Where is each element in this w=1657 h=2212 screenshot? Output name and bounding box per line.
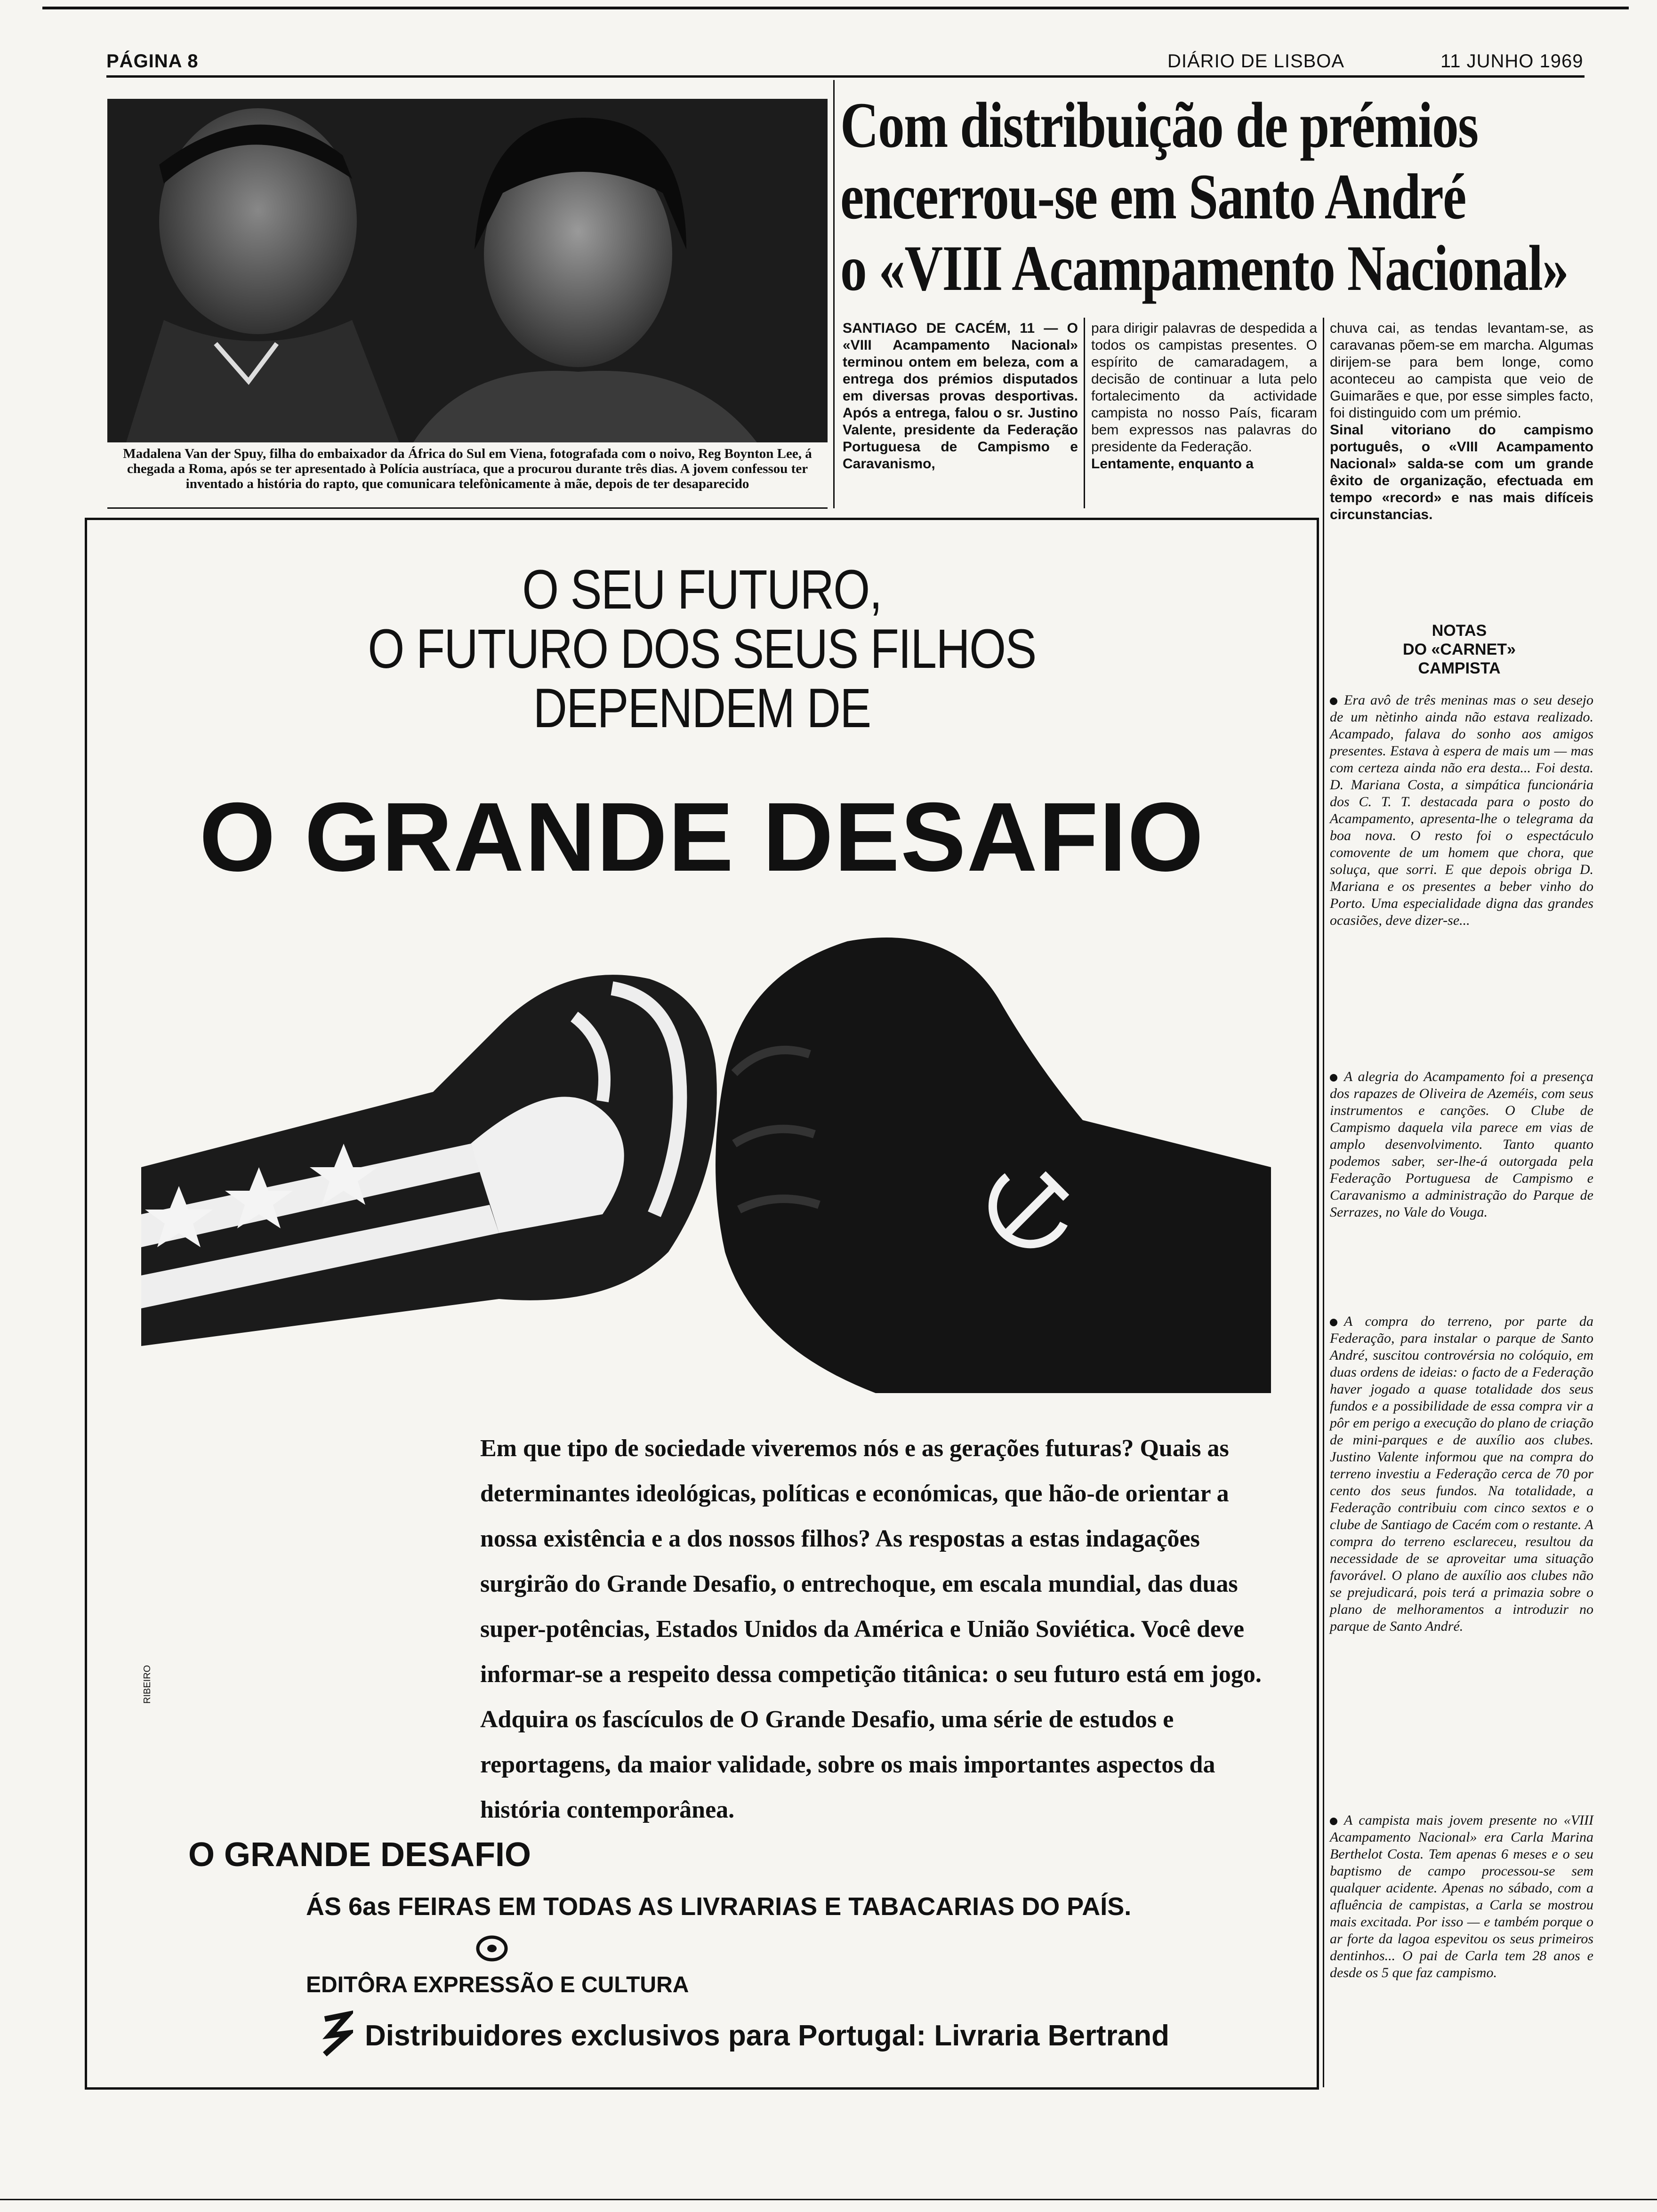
headline-line: o «VIII Acampamento Nacional» (840, 232, 1569, 304)
note-text: A campista mais jovem presente no «VIII Acampamento Nacional» era Carla Marina Berthelot Costa. Tem apenas 6 meses e o seu baptismo de campo processou-se sem qualquer acidente. Apenas no sábado, com a afluência de campistas, a Carla se mostrou mais excitada. Por isso — e também porque o ar forte da lagoa espevitou os seus primeiros dentinhos... O pai de Carla tem 28 anos e desde os 5 que faz campismo. (1330, 1812, 1593, 1980)
note-text: Era avô de três meninas mas o seu desejo de um nètinho ainda não estava realizado. Acampado, falava do sonho aos amigos presentes. Estava à espera de mais um — mas com certeza ainda não era desta... Foi desta. D. Mariana Costa, a simpática funcionária dos C. T. T. destacada para o posto do Acampamento, apresenta-lhe o telegrama da boa nova. O resto foi o espectáculo comovente de um homem que chora, que soluça, que sorri. E que depois obriga D. Mariana e os presentes a beber vinho do Porto. Uma especialidade digna das grandes ocasiões, deve dizer-se... (1330, 692, 1593, 928)
notes-title-line: NOTAS (1432, 622, 1487, 640)
fists-illustration (141, 922, 1271, 1393)
ad-bottom-title: O GRANDE DESAFIO (188, 1836, 531, 1874)
ad-credit: RIBEIRO (142, 1665, 153, 1704)
header-rule (106, 75, 1585, 78)
article-column-3-text: chuva cai, as tendas levantam-se, as caravanas põem-se em marcha. Algumas dirijem-se para bem longe, como aconteceu ao campista que veio de Guimarães e que, por esse simples facto, foi distinguido com um prémio. (1330, 321, 1593, 421)
note-item (1330, 692, 1593, 929)
photo-caption: Madalena Van der Spuy, filha do embaixador da África do Sul em Viena, fotografada com o noivo, Reg Boynton Lee, á chegada a Roma, após se ter apresentado à Polícia austríaca, que a procurou durante três dias. A jovem confessou ter inventado a história do rapto, que comunicara telefònicamente à mãe, depois de ter desaparecido (123, 446, 812, 491)
ad-title-line: O SEU FUTURO, (522, 559, 882, 621)
bullet-icon (1330, 1074, 1337, 1082)
news-photo (107, 99, 828, 442)
issue-date: 11 JUNHO 1969 (1440, 51, 1584, 72)
ad-title-line: O FUTURO DOS SEUS FILHOS (368, 618, 1036, 680)
note-text: A alegria do Acampamento foi a presença dos rapazes de Oliveira de Azeméis, com seus instrumentos e canções. O Clube de Campismo daquela vila parece em vias de amplo desenvolvimento. Tanto quanto podemos saber, ser-lhe-á outorgada pela Federação Portuguesa de Campismo e Caravanismo a administração do Parque de Serrazes, no Vale do Vouga. (1330, 1069, 1593, 1220)
top-border (42, 7, 1629, 9)
column-rule-1 (833, 80, 835, 508)
ad-headline: O GRANDE DESAFIO (199, 783, 1205, 892)
note-item (1330, 1068, 1593, 1221)
note-item (1330, 1812, 1593, 1981)
caption-rule (107, 507, 828, 509)
soviet-fist (716, 938, 1271, 1393)
article-column-2-end: Lentamente, enquanto a (1091, 456, 1254, 472)
note-text: A compra do terreno, por parte da Federação, para instalar o parque de Santo André, suscitou controvérsia no colóquio, em duas ordens de ideias: o facto de a Federação haver jogado a quase totalidade dos seus fundos e a possibilidade de essa compra vir a pôr em perigo a execução do plano de criação de mini-parques e de auxílio aos clubes. Justino Valente informou que na compra do terreno investiu a Federação cerca de 70 por cento dos seus fundos. Na totalidade, a Federação contribuiu com cinco sextos e o clube de Santiago de Cacém com o restante. A compra do terreno esclareceu, resultou da necessidade de se aproveitar uma situação favorável. O plano de auxílio aos clubes não se prejudicará, pois terá a primazia sobre o plano de melhoramentos a introduzir no parque de Santo André. (1330, 1314, 1593, 1634)
article-column-3-paragraph: Sinal vitoriano do campismo português, o «VIII Acampamento Nacional» salda-se com um grande êxito de organização, efectuada em tempo «record» e nas mais difíceis circunstancias. (1330, 422, 1593, 522)
article-headline (840, 89, 1569, 304)
bullet-icon (1330, 1319, 1337, 1326)
headline-line: Com distribuição de prémios (840, 89, 1478, 161)
notes-title (1332, 621, 1586, 678)
ad-title-line: DEPENDEM DE (533, 677, 871, 739)
article-column-2 (1091, 320, 1317, 473)
publisher-logo-icon (475, 1934, 508, 1963)
column-rule-3 (1323, 318, 1324, 2087)
bottom-border (0, 2199, 1657, 2200)
notes-title-line: CAMPISTA (1418, 659, 1501, 677)
couple-photo-illustration (107, 99, 828, 442)
bertrand-logo-icon (320, 2010, 353, 2057)
newspaper-name: DIÁRIO DE LISBOA (1167, 51, 1345, 72)
bullet-icon (1330, 1818, 1337, 1825)
ad-schedule: ÁS 6as FEIRAS EM TODAS AS LIVRARIAS E TABACARIAS DO PAÍS. (306, 1892, 1132, 1921)
article-column-3 (1330, 320, 1593, 523)
notes-title-line: DO «CARNET» (1403, 641, 1516, 658)
article-column-2-text: para dirigir palavras de despedida a todos os campistas presentes. O espírito de camaradagem, a decisão de continuar a luta pelo fortalecimento da actividade campista no nosso País, ficaram bem expressos nas palavras do presidente da Federação. (1091, 321, 1317, 455)
ad-distributor: Distribuidores exclusivos para Portugal: Livraria Bertrand (365, 2020, 1169, 2052)
page-number: PÁGINA 8 (106, 51, 199, 72)
headline-line: encerrou-se em Santo André (840, 160, 1466, 232)
ad-body-text: Em que tipo de sociedade viveremos nós e as gerações futuras? Quais as determinantes ideológicas, políticas e económicas, que hão-de orientar a nossa existência e a dos nossos filhos? As respostas a estas indagações surgirão do Grande Desafio, o entrechoque, em escala mundial, das duas super-potências, Estados Unidos da América e União Soviética. Você deve informar-se a respeito dessa competição titânica: o seu futuro está em jogo. Adquira os fascículos de O Grande Desafio, uma série de estudos e reportagens, da maior validade, sobre os mais importantes aspectos da história contemporânea. (480, 1435, 1262, 1823)
bullet-icon (1330, 697, 1337, 705)
note-item (1330, 1313, 1593, 1635)
article-column-1: SANTIAGO DE CACÉM, 11 — O «VIII Acampamento Nacional» terminou ontem em beleza, com a entrega dos prémios disputados em diversas provas desportivas. Após a entrega, falou o sr. Justino Valente, presidente da Federação Portuguesa de Campismo e Caravanismo, (843, 321, 1078, 472)
american-fist (141, 975, 717, 1346)
column-rule-2 (1084, 318, 1085, 508)
ad-publisher: EDITÔRA EXPRESSÃO E CULTURA (306, 1972, 689, 1997)
